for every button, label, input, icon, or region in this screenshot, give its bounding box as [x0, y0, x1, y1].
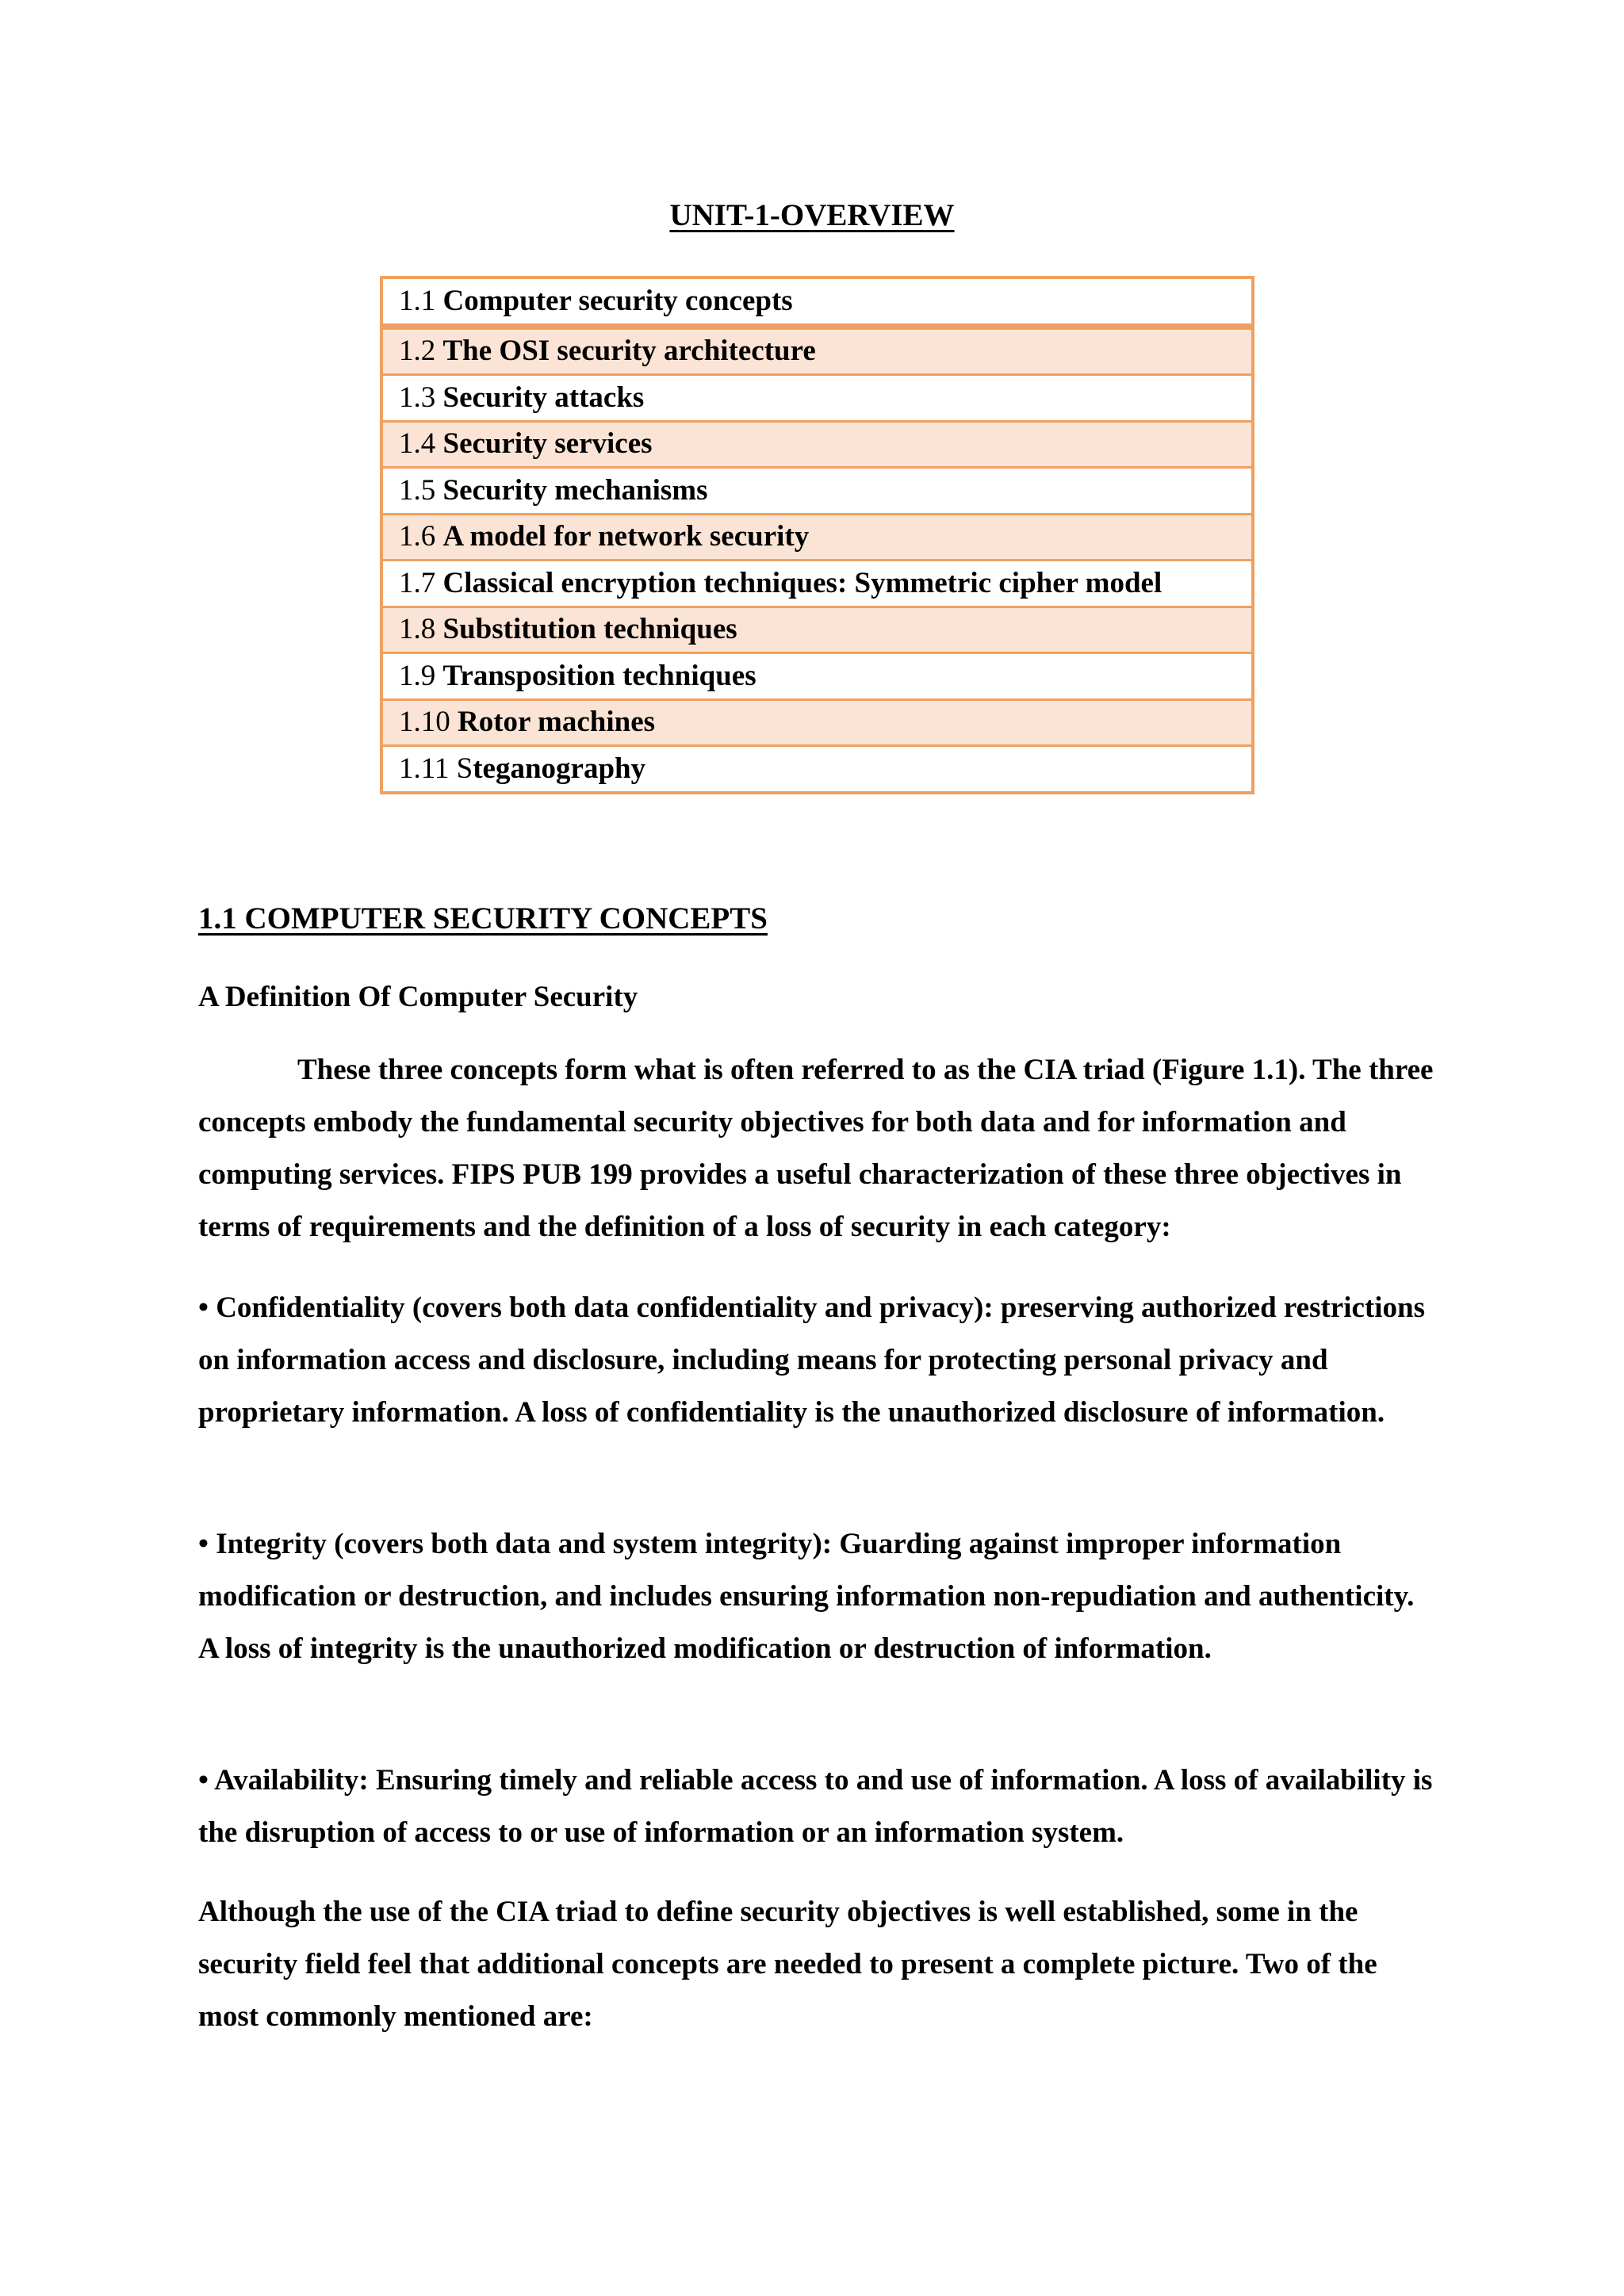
toc-label: teganography [473, 752, 646, 785]
paragraph-confidentiality: • Confidentiality (covers both data confidentiality and privacy): preserving authorized restrictions on information access and disclosure, including means for protecting personal privacy and proprietary information. A loss of confidentiality is the unauthorized disclosure of information. [198, 1292, 1425, 1429]
toc-cell [381, 468, 1253, 515]
toc-number: 1.6 [399, 520, 436, 553]
toc-label: Computer security concepts [442, 284, 793, 317]
toc-cell [381, 746, 1253, 793]
toc-cell [381, 375, 1253, 422]
toc-number: 1.11 S [399, 752, 473, 785]
toc-label: The OSI security architecture [442, 335, 816, 368]
toc-row [381, 699, 1253, 746]
toc-row [381, 653, 1253, 700]
toc-label: A model for network security [442, 520, 810, 553]
toc-cell [381, 277, 1253, 327]
toc-label: Security attacks [442, 381, 645, 414]
toc-row [381, 607, 1253, 653]
page-title [0, 197, 1624, 235]
toc-label: Substitution techniques [442, 613, 737, 646]
paragraph-integrity: • Integrity (covers both data and system integrity): Guarding against improper information modification or destruction, and includes ensuring information non-repudiation and authenticity. A loss of integrity is the unauthorized modification or destruction of information. [198, 1528, 1415, 1665]
paragraph-cia-triad: These three concepts form what is often referred to as the CIA triad (Figure 1.1). The three concepts embody the fundamental security objectives for both data and for information and computing services. FIPS PUB 199 provides a useful characterization of these three objectives in terms of requirements and the definition of a loss of security in each category: [198, 1054, 1434, 1243]
toc-label: Transposition techniques [442, 659, 756, 692]
toc-label: Security services [442, 427, 653, 461]
toc-label: Security mechanisms [442, 473, 708, 507]
paragraph-additional-concepts: Although the use of the CIA triad to define security objectives is well established, some in the security field feel that additional concepts are needed to present a complete picture. Two of the most commonly mentioned are: [198, 1896, 1377, 2033]
toc-row [381, 277, 1253, 327]
toc-label: Rotor machines [458, 706, 656, 739]
toc-number: 1.9 [399, 659, 436, 692]
toc-row [381, 327, 1253, 375]
toc-number: 1.3 [399, 381, 436, 414]
toc-number: 1.10 [399, 706, 450, 739]
toc-number: 1.2 [399, 335, 436, 368]
toc-row [381, 514, 1253, 561]
page-title-text: UNIT-1-OVERVIEW [669, 198, 955, 232]
toc-row [381, 746, 1253, 793]
table-of-contents [380, 276, 1254, 794]
section-heading [198, 900, 768, 938]
toc-cell [381, 653, 1253, 700]
toc-label: Classical encryption techniques: Symmetric cipher model [442, 566, 1162, 599]
toc-row [381, 421, 1253, 468]
toc-cell [381, 561, 1253, 607]
toc-number: 1.5 [399, 473, 436, 507]
toc-cell [381, 327, 1253, 375]
toc-cell [381, 699, 1253, 746]
toc-number: 1.1 [399, 284, 436, 317]
toc-cell [381, 514, 1253, 561]
toc-number: 1.8 [399, 613, 436, 646]
toc-cell [381, 607, 1253, 653]
toc-row [381, 468, 1253, 515]
toc-row [381, 561, 1253, 607]
sub-heading: A Definition Of Computer Security [198, 981, 638, 1013]
toc-number: 1.7 [399, 566, 436, 599]
toc-cell [381, 421, 1253, 468]
toc-number: 1.4 [399, 427, 436, 461]
section-heading-text: 1.1 COMPUTER SECURITY CONCEPTS [198, 901, 768, 936]
toc-row [381, 375, 1253, 422]
paragraph-availability: • Availability: Ensuring timely and reliable access to and use of information. A loss of availability is the disruption of access to or use of information or an information system. [198, 1764, 1433, 1849]
